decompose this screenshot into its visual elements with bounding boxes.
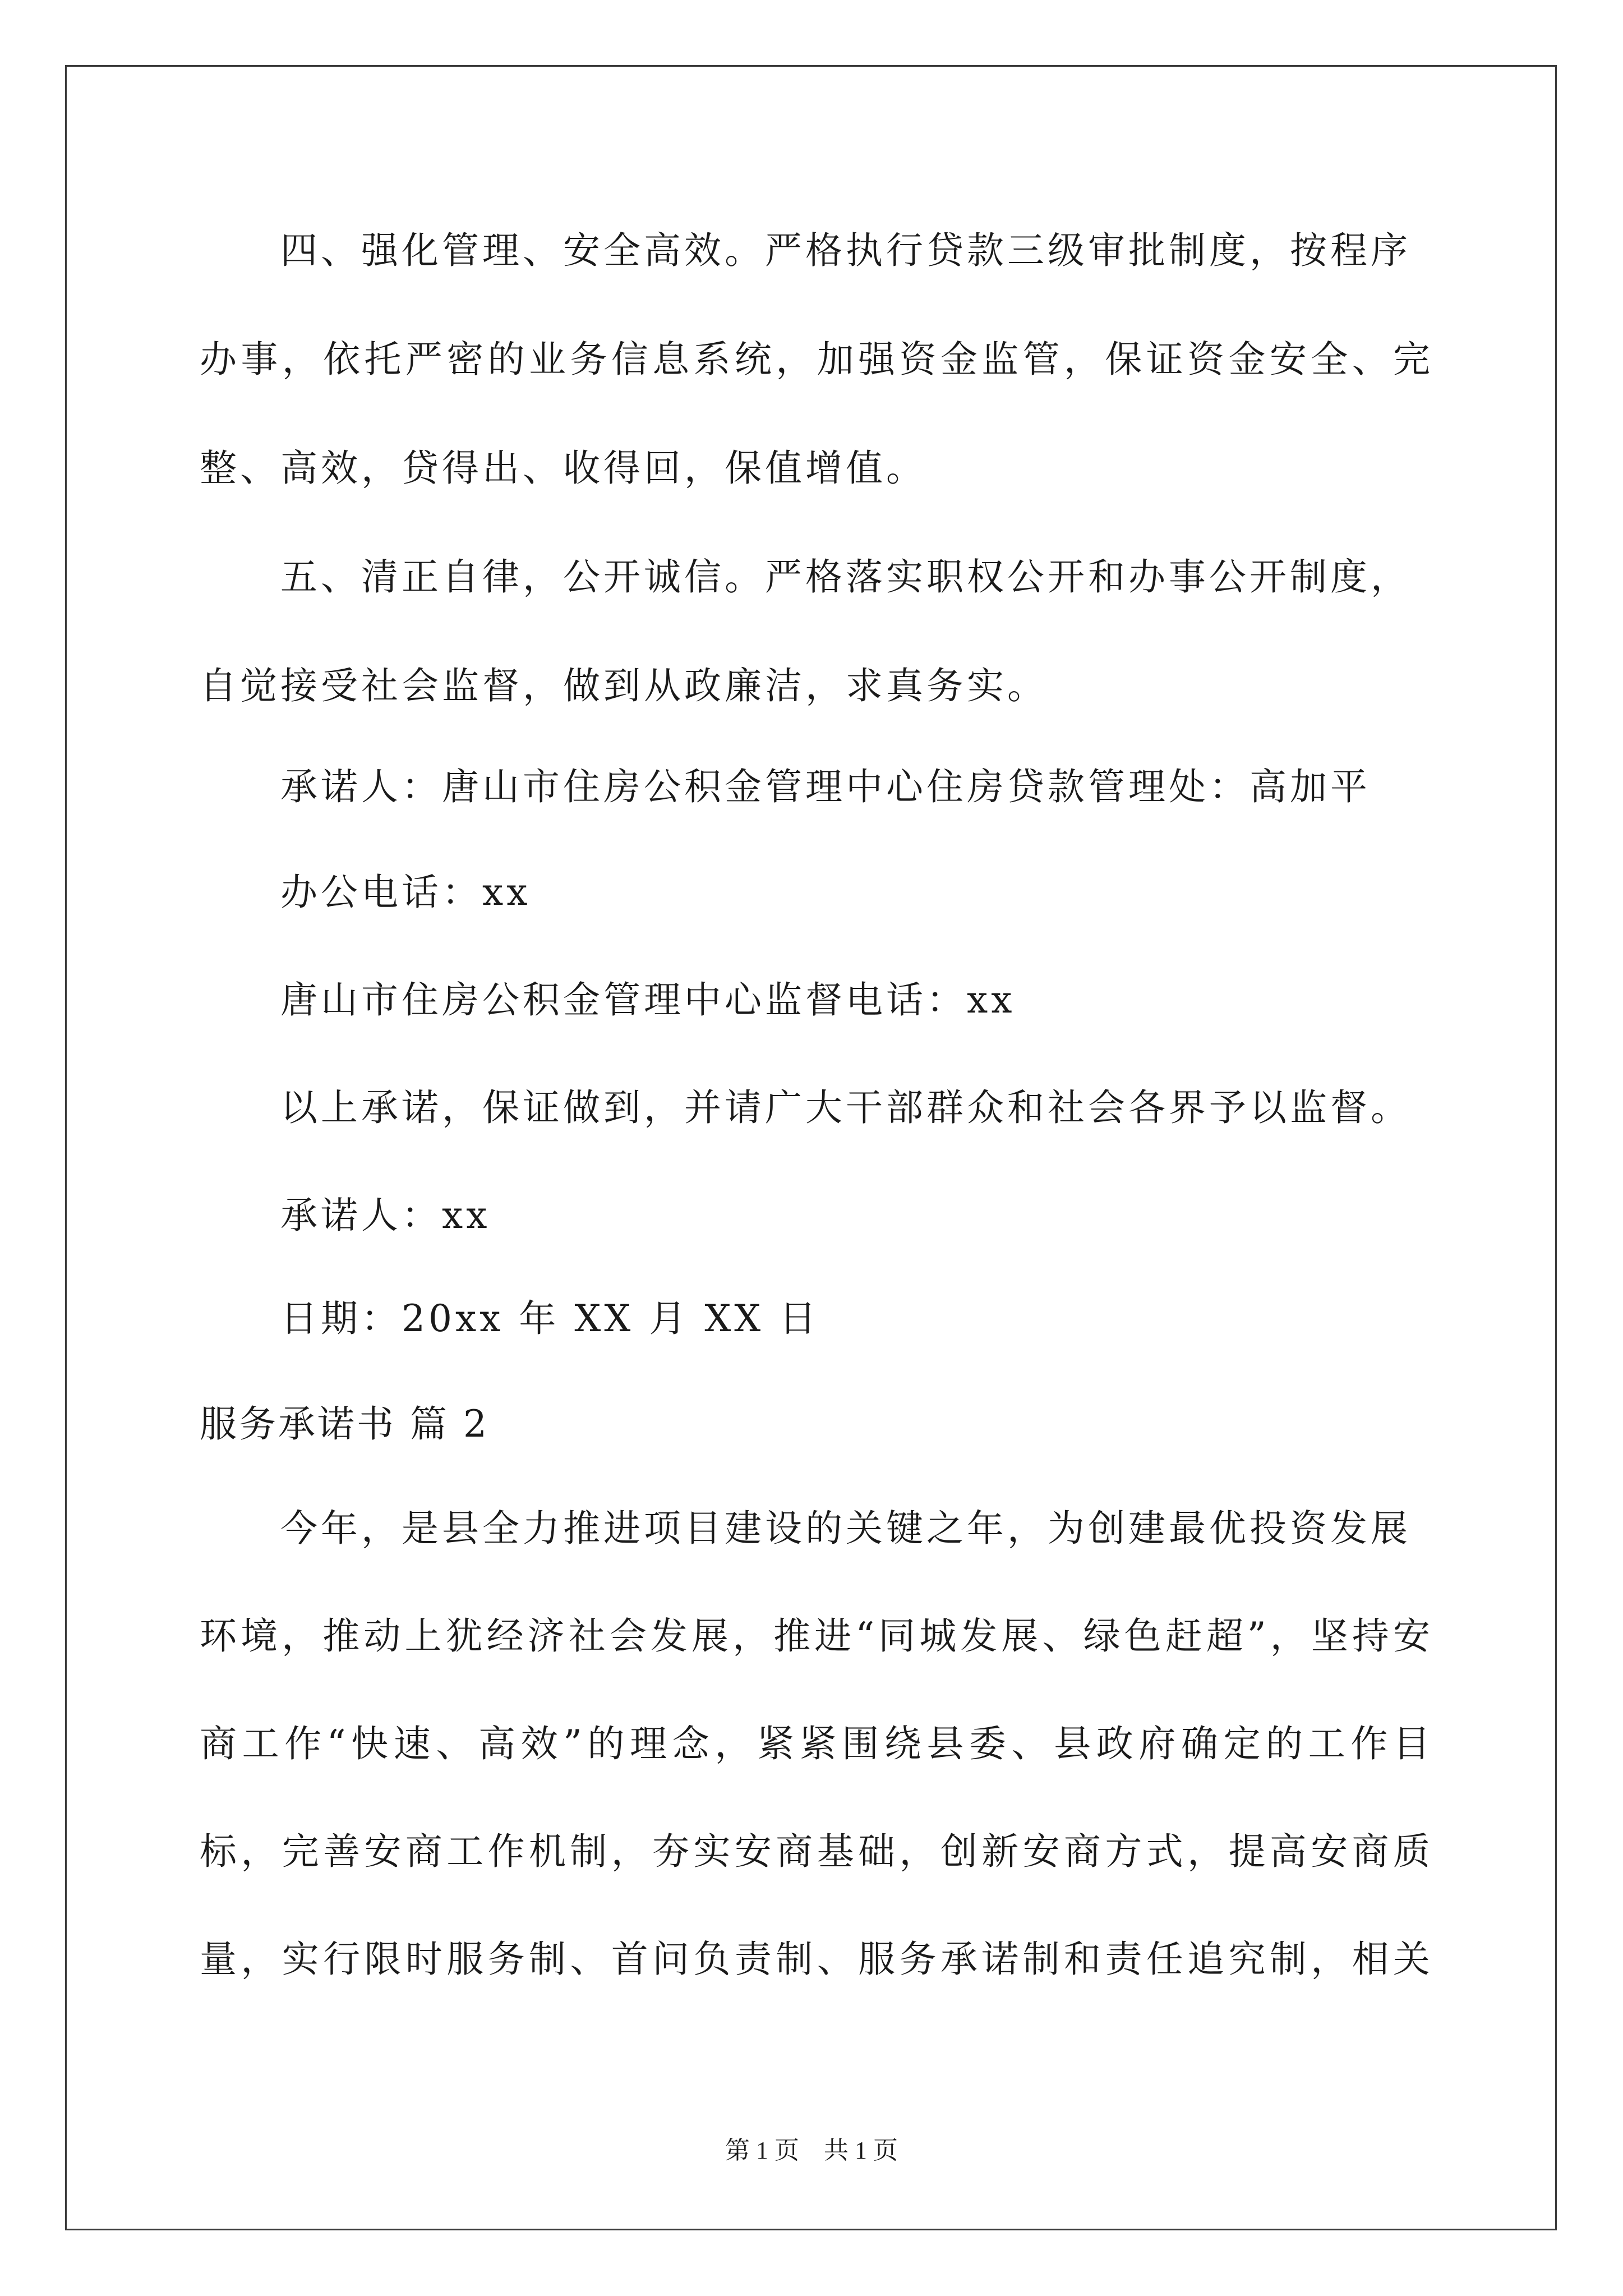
- supervision-phone-line: 唐山市住房公积金管理中心监督电话：xx: [280, 978, 1016, 1022]
- signatory-line: 承诺人：xx: [280, 1194, 491, 1237]
- paragraph-line: 自觉接受社会监督，做到从政廉洁，求真务实。: [200, 664, 1048, 707]
- paragraph-line: 环境，推动上犹经济社会发展，推进“同城发展、绿色赶超”，坚持安: [200, 1614, 1433, 1658]
- office-phone-line: 办公电话：xx: [280, 871, 531, 914]
- section-heading: 服务承诺书 篇 2: [200, 1402, 489, 1446]
- paragraph-line: 五、清正自律，公开诚信。严格落实职权公开和办事公开制度，: [280, 555, 1411, 599]
- paragraph-line: 办事，依托严密的业务信息系统，加强资金监管，保证资金安全、完: [200, 338, 1433, 381]
- pledge-line: 以上承诺，保证做到，并请广大干部群众和社会各界予以监督。: [280, 1086, 1411, 1129]
- paragraph-line: 量，实行限时服务制、首问负责制、服务承诺制和责任追究制，相关: [200, 1938, 1433, 1981]
- signatory-line: 承诺人：唐山市住房公积金管理中心住房贷款管理处：高加平: [280, 765, 1371, 808]
- paragraph-line: 整、高效，贷得出、收得回，保值增值。: [200, 447, 926, 490]
- page-border: [65, 65, 1557, 2230]
- paragraph-line: 标，完善安商工作机制，夯实安商基础，创新安商方式，提高安商质: [200, 1830, 1433, 1873]
- paragraph-line: 四、强化管理、安全高效。严格执行贷款三级审批制度，按程序: [280, 229, 1411, 272]
- date-line: 日期：20xx 年 XX 月 XX 日: [280, 1297, 820, 1340]
- page-number: 第 1 页 共 1 页: [725, 2137, 898, 2164]
- paragraph-line: 商工作“快速、高效”的理念，紧紧围绕县委、县政府确定的工作目: [200, 1722, 1433, 1765]
- paragraph-line: 今年，是县全力推进项目建设的关键之年，为创建最优投资发展: [280, 1507, 1411, 1550]
